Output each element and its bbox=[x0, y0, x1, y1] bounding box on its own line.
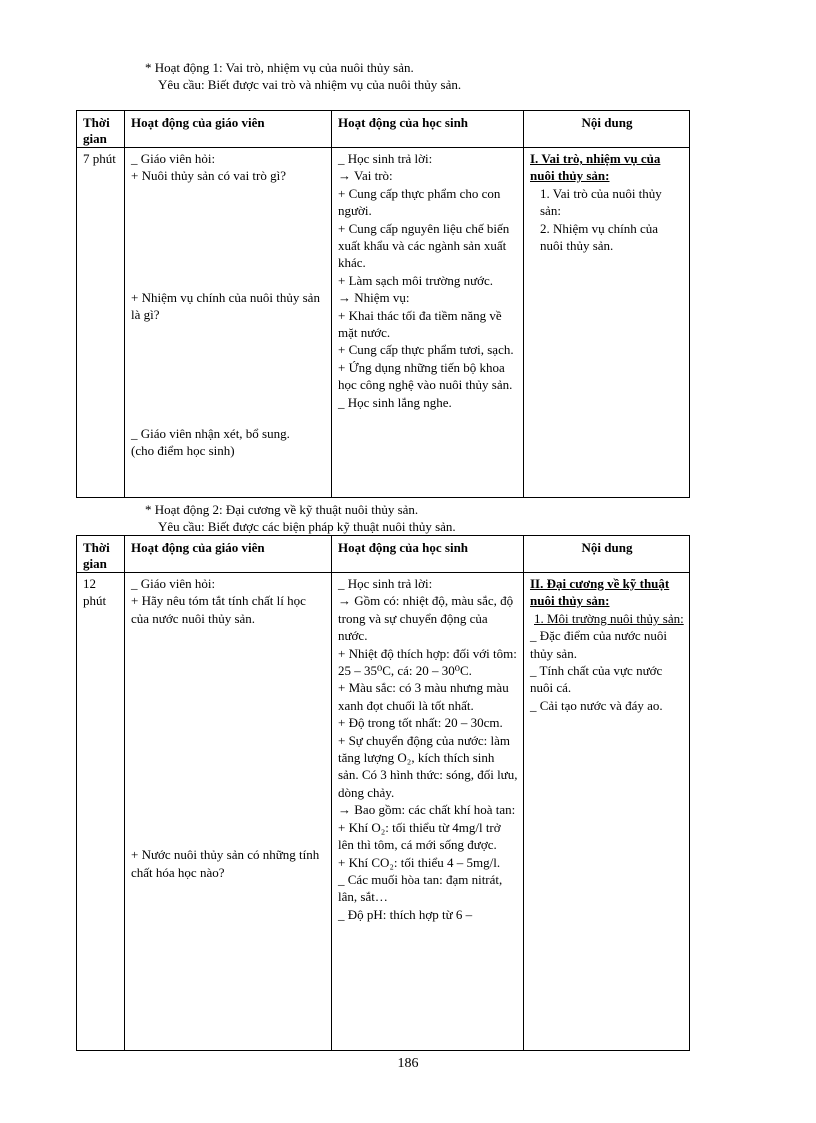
header-student: Hoạt động của học sinh bbox=[332, 536, 524, 573]
table-header-row bbox=[77, 536, 690, 573]
activity-2-table bbox=[76, 535, 690, 1051]
student-line: + Ứng dụng những tiến bộ khoa học công nghệ vào nuôi thủy sản. bbox=[338, 359, 513, 393]
header-time: Thời gian bbox=[77, 111, 125, 148]
content-subtitle: 1. Môi trường nuôi thủy sản: bbox=[534, 610, 684, 626]
content-cell bbox=[524, 148, 690, 498]
activity-2-heading bbox=[145, 501, 456, 535]
content-line: 2. Nhiệm vụ chính của nuôi thủy sản. bbox=[540, 220, 659, 254]
student-line: _ Các muối hòa tan: đạm nitrát, lân, sắt… bbox=[338, 871, 503, 905]
student-line: → Vai trò: bbox=[338, 168, 393, 184]
header-content: Nội dung bbox=[524, 111, 690, 148]
content-line: 1. Vai trò của nuôi thủy sản: bbox=[540, 185, 662, 219]
table-row bbox=[77, 148, 690, 498]
header-content: Nội dung bbox=[524, 536, 690, 573]
student-line: + Độ trong tốt nhất: 20 – 30cm. bbox=[338, 715, 503, 731]
content-line: _ Cải tạo nước và đáy ao. bbox=[530, 697, 663, 713]
teacher-line: _ Giáo viên hỏi: bbox=[131, 576, 216, 591]
content-section-title: I. Vai trò, nhiệm vụ của nuôi thủy sản: bbox=[530, 151, 661, 184]
time-cell bbox=[77, 573, 125, 1051]
student-line: _ Học sinh trả lời: bbox=[338, 151, 433, 166]
student-line: + Cung cấp thực phẩm cho con người. bbox=[338, 185, 501, 219]
content-section-title: II. Đại cương về kỹ thuật nuôi thủy sản: bbox=[530, 576, 670, 609]
teacher-line: + Nhiệm vụ chính của nuôi thủy sản là gì? bbox=[131, 289, 320, 323]
student-cell bbox=[332, 148, 524, 498]
table-row bbox=[77, 573, 690, 1051]
content-line: _ Đặc điểm của nước nuôi thủy sản. bbox=[530, 628, 668, 661]
teacher-line: (cho điểm học sinh) bbox=[131, 443, 235, 459]
page-number: 186 bbox=[397, 1056, 419, 1071]
time-cell bbox=[77, 148, 125, 498]
teacher-line: + Nước nuôi thủy sản có những tính chất hóa học nào? bbox=[131, 847, 320, 880]
activity-2-title: * Hoạt động 2: Đại cương về kỹ thuật nuôi thủy sản. bbox=[145, 502, 419, 517]
student-line: → Gồm có: nhiệt độ, màu sắc, độ trong và sự chuyển động của nước. bbox=[338, 593, 514, 644]
student-line: + Cung cấp thực phẩm tươi, sạch. bbox=[338, 342, 514, 358]
content-cell bbox=[524, 573, 690, 1051]
time-value: 7 phút bbox=[83, 151, 116, 166]
header-time: Thời gian bbox=[77, 536, 125, 573]
student-line: + Cung cấp nguyên liệu chế biến xuất khẩu và các ngành sản xuất khác. bbox=[338, 220, 510, 271]
header-teacher: Hoạt động của giáo viên bbox=[125, 111, 332, 148]
activity-2-requirement: Yêu cầu: Biết được các biện pháp kỹ thuật nuôi thủy sản. bbox=[158, 519, 456, 534]
activity-1-title: * Hoạt động 1: Vai trò, nhiệm vụ của nuôi thủy sản. bbox=[145, 60, 414, 75]
activity-1-table bbox=[76, 110, 690, 498]
teacher-line: _ Giáo viên hỏi: bbox=[131, 151, 216, 166]
student-line: + Sự chuyển động của nước: làm tăng lượng O₂, kích thích sinh sản. Có 3 hình thức: sóng, đối lưu, dòng chảy. bbox=[338, 732, 518, 800]
content-line: _ Tính chất của vực nước nuôi cá. bbox=[530, 663, 663, 696]
student-line: _ Học sinh trả lời: bbox=[338, 576, 433, 591]
activity-1-heading bbox=[145, 59, 461, 93]
student-line: + Khí O₂: tối thiểu từ 4mg/l trở lên thì tôm, cá mới sống được. bbox=[338, 819, 501, 853]
student-line: + Khai thác tối đa tiềm năng về mặt nước. bbox=[338, 307, 502, 341]
teacher-line: + Nuôi thủy sản có vai trò gì? bbox=[131, 168, 286, 184]
teacher-cell bbox=[125, 573, 332, 1051]
student-line: _ Độ pH: thích hợp từ 6 – bbox=[338, 906, 473, 922]
teacher-line: + Hãy nêu tóm tắt tính chất lí học của nước nuôi thủy sản. bbox=[131, 593, 306, 626]
student-line: + Nhiệt độ thích hợp: đối với tôm: 25 – 35⁰C, cá: 20 – 30⁰C. bbox=[338, 645, 517, 679]
student-line: + Làm sạch môi trường nước. bbox=[338, 272, 494, 288]
student-line: _ Học sinh lắng nghe. bbox=[338, 394, 452, 410]
student-line: + Màu sắc: có 3 màu nhưng màu xanh đọt chuối là tốt nhất. bbox=[338, 680, 509, 713]
teacher-cell bbox=[125, 148, 332, 498]
student-line: → Bao gồm: các chất khí hoà tan: bbox=[338, 802, 516, 818]
activity-1-requirement: Yêu cầu: Biết được vai trò và nhiệm vụ của nuôi thủy sản. bbox=[158, 77, 462, 92]
header-student: Hoạt động của học sinh bbox=[332, 111, 524, 148]
teacher-line: _ Giáo viên nhận xét, bổ sung. bbox=[131, 425, 290, 441]
time-value: 12 phút bbox=[83, 576, 107, 609]
student-cell bbox=[332, 573, 524, 1051]
table-header-row bbox=[77, 111, 690, 148]
student-line: → Nhiệm vụ: bbox=[338, 290, 410, 306]
header-teacher: Hoạt động của giáo viên bbox=[125, 536, 332, 573]
student-line: + Khí CO₂: tối thiểu 4 – 5mg/l. bbox=[338, 854, 501, 870]
